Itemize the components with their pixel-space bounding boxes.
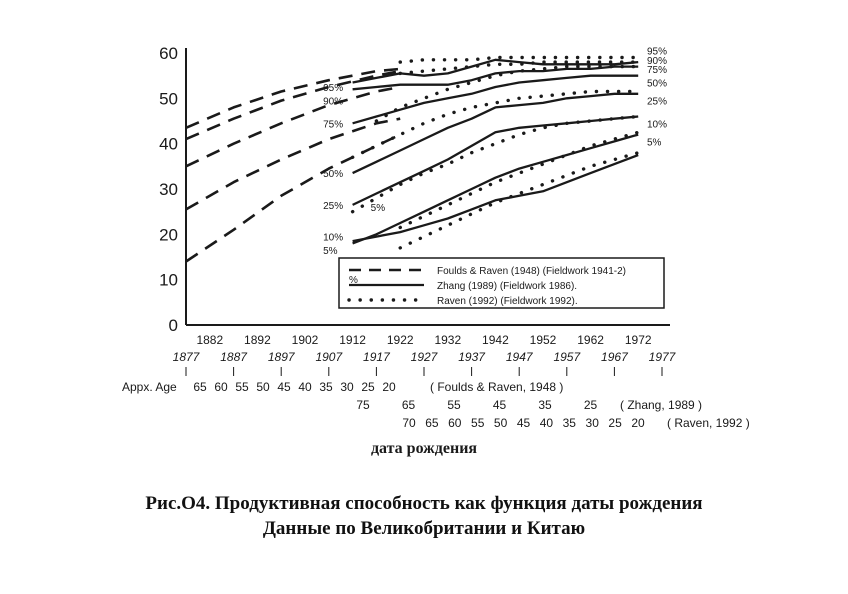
age-foulds: 30: [340, 380, 354, 394]
age-raven: 35: [562, 416, 576, 430]
series-raven-5: [400, 153, 638, 248]
x-tick-label-1962: 1962: [577, 333, 604, 347]
age-raven: 20: [631, 416, 645, 430]
age-zhang: 35: [538, 398, 552, 412]
left-percent-label: 75%: [323, 119, 344, 131]
x-tick-label-lower-1887: 1887: [220, 350, 247, 364]
x-tick-label-lower-1957: 1957: [553, 350, 581, 364]
left-percent-label: 5%: [370, 203, 386, 215]
x-tick-label-1892: 1892: [244, 333, 271, 347]
x-tick-label-lower-1897: 1897: [267, 350, 295, 364]
x-tick-label-1972: 1972: [624, 333, 652, 347]
right-percent-label: 75%: [647, 64, 668, 76]
age-zhang: 55: [447, 398, 461, 412]
left-percent-label: 25%: [323, 200, 344, 212]
age-raven: 65: [425, 416, 439, 430]
age-raven: 25: [608, 416, 622, 430]
x-tick-label-1932: 1932: [434, 333, 462, 347]
age-raven: 60: [448, 416, 462, 430]
age-foulds: 60: [214, 380, 228, 394]
age-raven: 50: [493, 416, 508, 430]
right-percent-label: 25%: [647, 96, 668, 108]
left-percent-label: 10%: [323, 232, 344, 244]
left-percent-label: 95%: [323, 83, 344, 94]
x-tick-label-lower-1877: 1877: [172, 350, 200, 364]
right-percent-label: 50%: [647, 78, 668, 90]
x-tick-label-lower-1907: 1907: [315, 350, 343, 364]
x-tick-label-lower-1967: 1967: [601, 350, 628, 364]
x-tick-label-1952: 1952: [529, 333, 557, 347]
age-foulds: 35: [319, 380, 333, 394]
age-row-label: Appx. Age: [122, 380, 177, 394]
age-foulds: 45: [277, 380, 291, 394]
right-percent-label: 10%: [647, 119, 668, 131]
legend-entry-label: Foulds & Raven (1948) (Fieldwork 1941-2): [437, 266, 626, 277]
y-tick-label-40: 40: [159, 134, 178, 154]
right-percent-label: 5%: [647, 137, 662, 149]
series-foulds-raven-90: [186, 71, 400, 139]
age-raven-source: ( Raven, 1992 ): [667, 416, 750, 430]
x-tick-label-1912: 1912: [339, 333, 366, 347]
age-zhang: 75: [356, 398, 370, 412]
legend-entry-label: Zhang (1989) (Fieldwork 1986).: [437, 281, 578, 292]
series-foulds-raven-50: [186, 119, 400, 210]
x-tick-label-lower-1977: 1977: [648, 350, 676, 364]
right-percent-label: 90%: [647, 55, 668, 67]
age-raven: 40: [539, 416, 554, 430]
x-tick-label-1902: 1902: [291, 333, 319, 347]
x-tick-label-lower-1937: 1937: [458, 350, 485, 364]
age-foulds: 20: [382, 380, 396, 394]
y-tick-label-60: 60: [159, 44, 178, 63]
series-zhang-75: [353, 76, 639, 124]
x-tick-label-lower-1927: 1927: [410, 350, 438, 364]
age-zhang: 65: [401, 398, 416, 412]
age-zhang: 25: [583, 398, 598, 412]
age-raven: 55: [471, 416, 485, 430]
age-foulds: 50: [256, 380, 270, 394]
y-tick-label-30: 30: [159, 180, 178, 199]
left-percent-label: 5%: [323, 246, 338, 258]
series-zhang-10: [353, 135, 639, 244]
left-percent-label: 50%: [323, 169, 344, 181]
x-tick-label-lower-1947: 1947: [505, 350, 533, 364]
age-foulds: 55: [235, 380, 249, 394]
age-foulds: 25: [361, 380, 375, 394]
x-tick-label-1882: 1882: [196, 333, 224, 347]
legend-entry-label: Raven (1992) (Fieldwork 1992).: [437, 296, 578, 307]
series-zhang-25: [353, 117, 639, 205]
y-tick-label-10: 10: [159, 270, 178, 290]
x-tick-label-1942: 1942: [482, 333, 509, 347]
age-raven: 30: [585, 416, 599, 430]
right-percent-label: 95%: [647, 46, 668, 58]
x-tick-label-lower-1917: 1917: [363, 350, 390, 364]
y-tick-label-20: 20: [159, 225, 178, 245]
y-tick-label-50: 50: [159, 89, 178, 109]
age-foulds: 65: [193, 380, 207, 394]
y-tick-label-0: 0: [168, 316, 178, 335]
legend-marker: %: [349, 275, 358, 286]
x-tick-label-1922: 1922: [386, 333, 414, 347]
figure-caption-line1: Рис.О4. Продуктивная способность как функция даты рождения: [145, 493, 703, 514]
figure-caption-line2: Данные по Великобритании и Китаю: [262, 518, 586, 539]
age-foulds-source: ( Foulds & Raven, 1948 ): [430, 380, 564, 394]
age-raven: 45: [516, 416, 531, 430]
age-foulds: 40: [298, 380, 312, 394]
age-zhang-source: ( Zhang, 1989 ): [620, 398, 703, 412]
series-raven-10: [400, 132, 638, 227]
age-zhang: 45: [492, 398, 507, 412]
series-zhang-5: [353, 155, 639, 241]
x-axis-title: дата рождения: [370, 440, 478, 457]
age-raven: 70: [402, 416, 416, 430]
left-percent-label: 90%: [323, 96, 344, 108]
